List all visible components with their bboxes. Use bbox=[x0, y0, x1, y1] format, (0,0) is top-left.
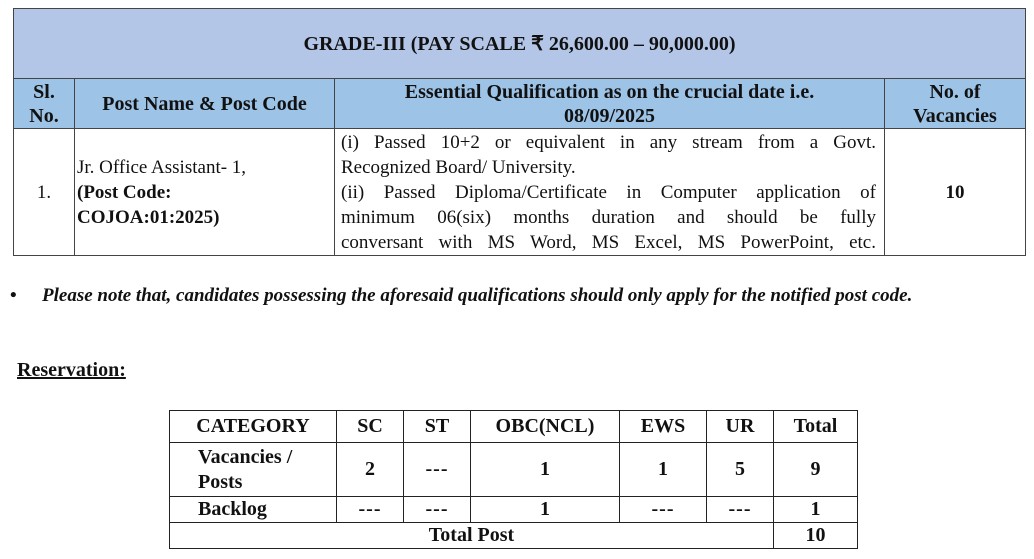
qualification-line: conversant with MS Word, MS Excel, MS PowerPoint, etc. bbox=[341, 231, 876, 253]
res-cell-obc: 1 bbox=[471, 497, 620, 523]
row-qualification bbox=[335, 129, 885, 256]
res-cell-ur: 5 bbox=[707, 443, 774, 497]
header-vacancies bbox=[885, 79, 1026, 129]
post-name-text: Jr. Office Assistant- 1, bbox=[77, 156, 247, 178]
header-vac-line1: No. of bbox=[929, 80, 981, 103]
total-post-value: 10 bbox=[774, 523, 858, 549]
res-cell-ews: 1 bbox=[620, 443, 707, 497]
note-text: Please note that, candidates possessing the aforesaid qualifications should only apply for the notified post code. bbox=[42, 285, 913, 306]
header-vac-line2: Vacancies bbox=[913, 104, 997, 127]
res-cell-total: 9 bbox=[774, 443, 858, 497]
qualification-line: (ii) Passed Diploma/Certificate in Computer application of bbox=[341, 181, 876, 203]
res-header-sc: SC bbox=[337, 411, 404, 443]
res-row-label-line1: Vacancies / bbox=[198, 445, 293, 468]
res-cell-ur: --- bbox=[707, 497, 774, 523]
post-code-value: COJOA:01:2025) bbox=[77, 206, 220, 228]
qualification-line: minimum 06(six) months duration and should be fully bbox=[341, 206, 876, 228]
res-cell-sc: 2 bbox=[337, 443, 404, 497]
grade-title: GRADE-III (PAY SCALE ₹ 26,600.00 – 90,000.00) bbox=[14, 9, 1026, 79]
total-post-label: Total Post bbox=[170, 523, 774, 549]
header-qualification bbox=[335, 79, 885, 129]
res-cell-ews: --- bbox=[620, 497, 707, 523]
grade-table bbox=[13, 8, 1026, 256]
row-post-name bbox=[75, 129, 335, 256]
post-code-label: (Post Code: bbox=[77, 181, 172, 203]
res-row-label-line2: Posts bbox=[198, 470, 243, 493]
qualification-line: Recognized Board/ University. bbox=[341, 156, 576, 178]
header-qual-line2: 08/09/2025 bbox=[563, 104, 656, 127]
res-cell-obc: 1 bbox=[471, 443, 620, 497]
row-vacancies: 10 bbox=[885, 129, 1026, 256]
res-cell-sc: --- bbox=[337, 497, 404, 523]
res-cell-st: --- bbox=[404, 443, 471, 497]
qualification-line: (i) Passed 10+2 or equivalent in any stream from a Govt. bbox=[341, 131, 876, 153]
reservation-heading: Reservation: bbox=[17, 359, 126, 381]
res-header-total: Total bbox=[774, 411, 858, 443]
res-header-category: CATEGORY bbox=[170, 411, 337, 443]
reservation-table bbox=[169, 410, 858, 549]
bullet-icon: • bbox=[10, 285, 17, 306]
res-row-label bbox=[170, 443, 337, 497]
res-row-label: Backlog bbox=[170, 497, 337, 523]
res-cell-st: --- bbox=[404, 497, 471, 523]
header-sl-line1: Sl. bbox=[33, 80, 55, 103]
note-paragraph bbox=[10, 283, 1030, 308]
header-sl-line2: No. bbox=[29, 104, 59, 127]
row-sl-no: 1. bbox=[14, 129, 75, 256]
res-header-obc: OBC(NCL) bbox=[471, 411, 620, 443]
res-header-ur: UR bbox=[707, 411, 774, 443]
header-post-name: Post Name & Post Code bbox=[75, 79, 335, 129]
res-header-ews: EWS bbox=[620, 411, 707, 443]
res-header-st: ST bbox=[404, 411, 471, 443]
header-sl-no bbox=[14, 79, 75, 129]
header-qual-line1: Essential Qualification as on the crucial date i.e. bbox=[404, 80, 815, 103]
res-cell-total: 1 bbox=[774, 497, 858, 523]
